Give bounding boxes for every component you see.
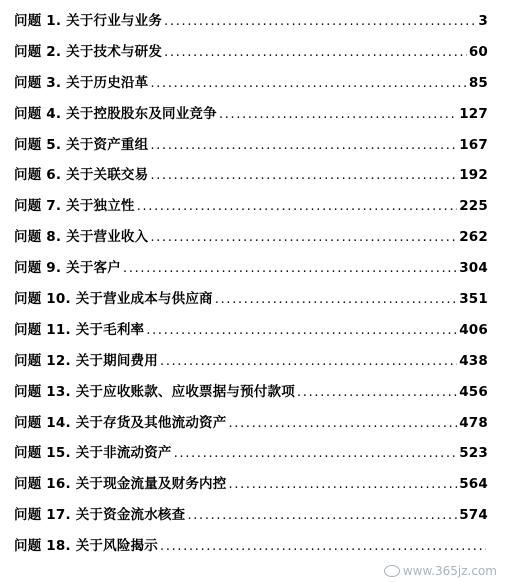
toc-entry-title: 问题 1. 关于行业与业务 — [14, 13, 163, 29]
toc-entry-title: 问题 11. 关于毛利率 — [14, 321, 145, 338]
toc-entry[interactable] — [14, 349, 488, 380]
toc-entry-title: 问题 18. 关于风险揭示 — [14, 538, 158, 555]
dot-leader — [297, 384, 457, 400]
toc-entry-page: 167 — [459, 136, 488, 153]
toc-entry[interactable] — [14, 225, 488, 256]
toc-entry-title: 问题 5. 关于资产重组 — [14, 136, 149, 153]
toc-entry-page: 564 — [459, 476, 488, 493]
dot-leader — [150, 229, 457, 245]
toc-entry-page: 406 — [459, 321, 488, 338]
dot-leader — [174, 445, 458, 461]
toc-entry-title: 问题 17. 关于资金流水核查 — [14, 507, 186, 524]
toc-entry-page: 456 — [459, 383, 488, 400]
toc-entry-title: 问题 9. 关于客户 — [14, 260, 121, 277]
toc-entry[interactable] — [14, 318, 488, 349]
watermark-logo-icon — [384, 565, 400, 577]
dot-leader — [146, 322, 457, 338]
toc-entry[interactable] — [14, 380, 488, 411]
toc-entry[interactable] — [14, 534, 488, 565]
toc-entry-title: 问题 7. 关于独立性 — [14, 198, 135, 215]
toc-entry[interactable] — [14, 71, 488, 102]
toc-entry-title: 问题 6. 关于关联交易 — [14, 167, 149, 184]
dot-leader — [219, 106, 457, 122]
toc-entry[interactable] — [14, 441, 488, 472]
toc-entry[interactable] — [14, 411, 488, 442]
dot-leader — [123, 260, 457, 276]
toc-entry-page: 574 — [459, 507, 488, 524]
site-watermark — [384, 564, 497, 578]
toc-entry-title: 问题 12. 关于期间费用 — [14, 352, 158, 369]
dot-leader — [137, 198, 458, 214]
toc-entry-page: 262 — [459, 229, 488, 246]
toc-entry-page: 225 — [459, 198, 488, 215]
toc-entry[interactable] — [14, 40, 488, 71]
table-of-contents — [14, 9, 488, 565]
dot-leader — [160, 538, 486, 554]
toc-entry[interactable] — [14, 163, 488, 194]
toc-entry-page: 3 — [478, 13, 488, 29]
toc-entry-title: 问题 16. 关于现金流量及财务内控 — [14, 476, 227, 493]
toc-entry-title: 问题 14. 关于存货及其他流动资产 — [14, 414, 227, 431]
toc-entry-page: 523 — [459, 445, 488, 462]
dot-leader — [228, 476, 457, 492]
dot-leader — [150, 75, 466, 91]
toc-entry-page: 85 — [468, 74, 488, 91]
dot-leader — [150, 137, 457, 153]
toc-entry[interactable] — [14, 256, 488, 287]
toc-entry-title: 问题 10. 关于营业成本与供应商 — [14, 291, 213, 308]
toc-entry-title: 问题 13. 关于应收账款、应收票据与预付款项 — [14, 383, 295, 400]
watermark-text: www.365jz.com — [402, 564, 497, 578]
toc-entry-title: 问题 3. 关于历史沿革 — [14, 74, 149, 91]
toc-entry-page: 127 — [459, 105, 488, 122]
toc-entry-page: 304 — [459, 260, 488, 277]
toc-entry[interactable] — [14, 287, 488, 318]
toc-entry[interactable] — [14, 194, 488, 225]
toc-entry-page: 478 — [459, 414, 488, 431]
toc-entry-page: 438 — [459, 352, 488, 369]
toc-entry[interactable] — [14, 102, 488, 133]
dot-leader — [164, 44, 467, 60]
toc-entry[interactable] — [14, 472, 488, 503]
dot-leader — [150, 167, 457, 183]
dot-leader — [187, 507, 457, 523]
toc-entry-page: 351 — [459, 291, 488, 308]
dot-leader — [160, 353, 457, 369]
toc-entry-page: 192 — [459, 167, 488, 184]
toc-entry-page: 60 — [468, 43, 488, 60]
dot-leader — [215, 291, 458, 307]
toc-entry-title: 问题 2. 关于技术与研发 — [14, 43, 163, 60]
toc-entry[interactable] — [14, 9, 488, 40]
dot-leader — [228, 415, 457, 431]
toc-entry[interactable] — [14, 503, 488, 534]
dot-leader — [164, 13, 476, 29]
toc-entry-title: 问题 4. 关于控股股东及同业竞争 — [14, 105, 217, 122]
toc-entry[interactable] — [14, 133, 488, 164]
toc-entry-title: 问题 15. 关于非流动资产 — [14, 445, 172, 462]
toc-entry-title: 问题 8. 关于营业收入 — [14, 229, 149, 246]
